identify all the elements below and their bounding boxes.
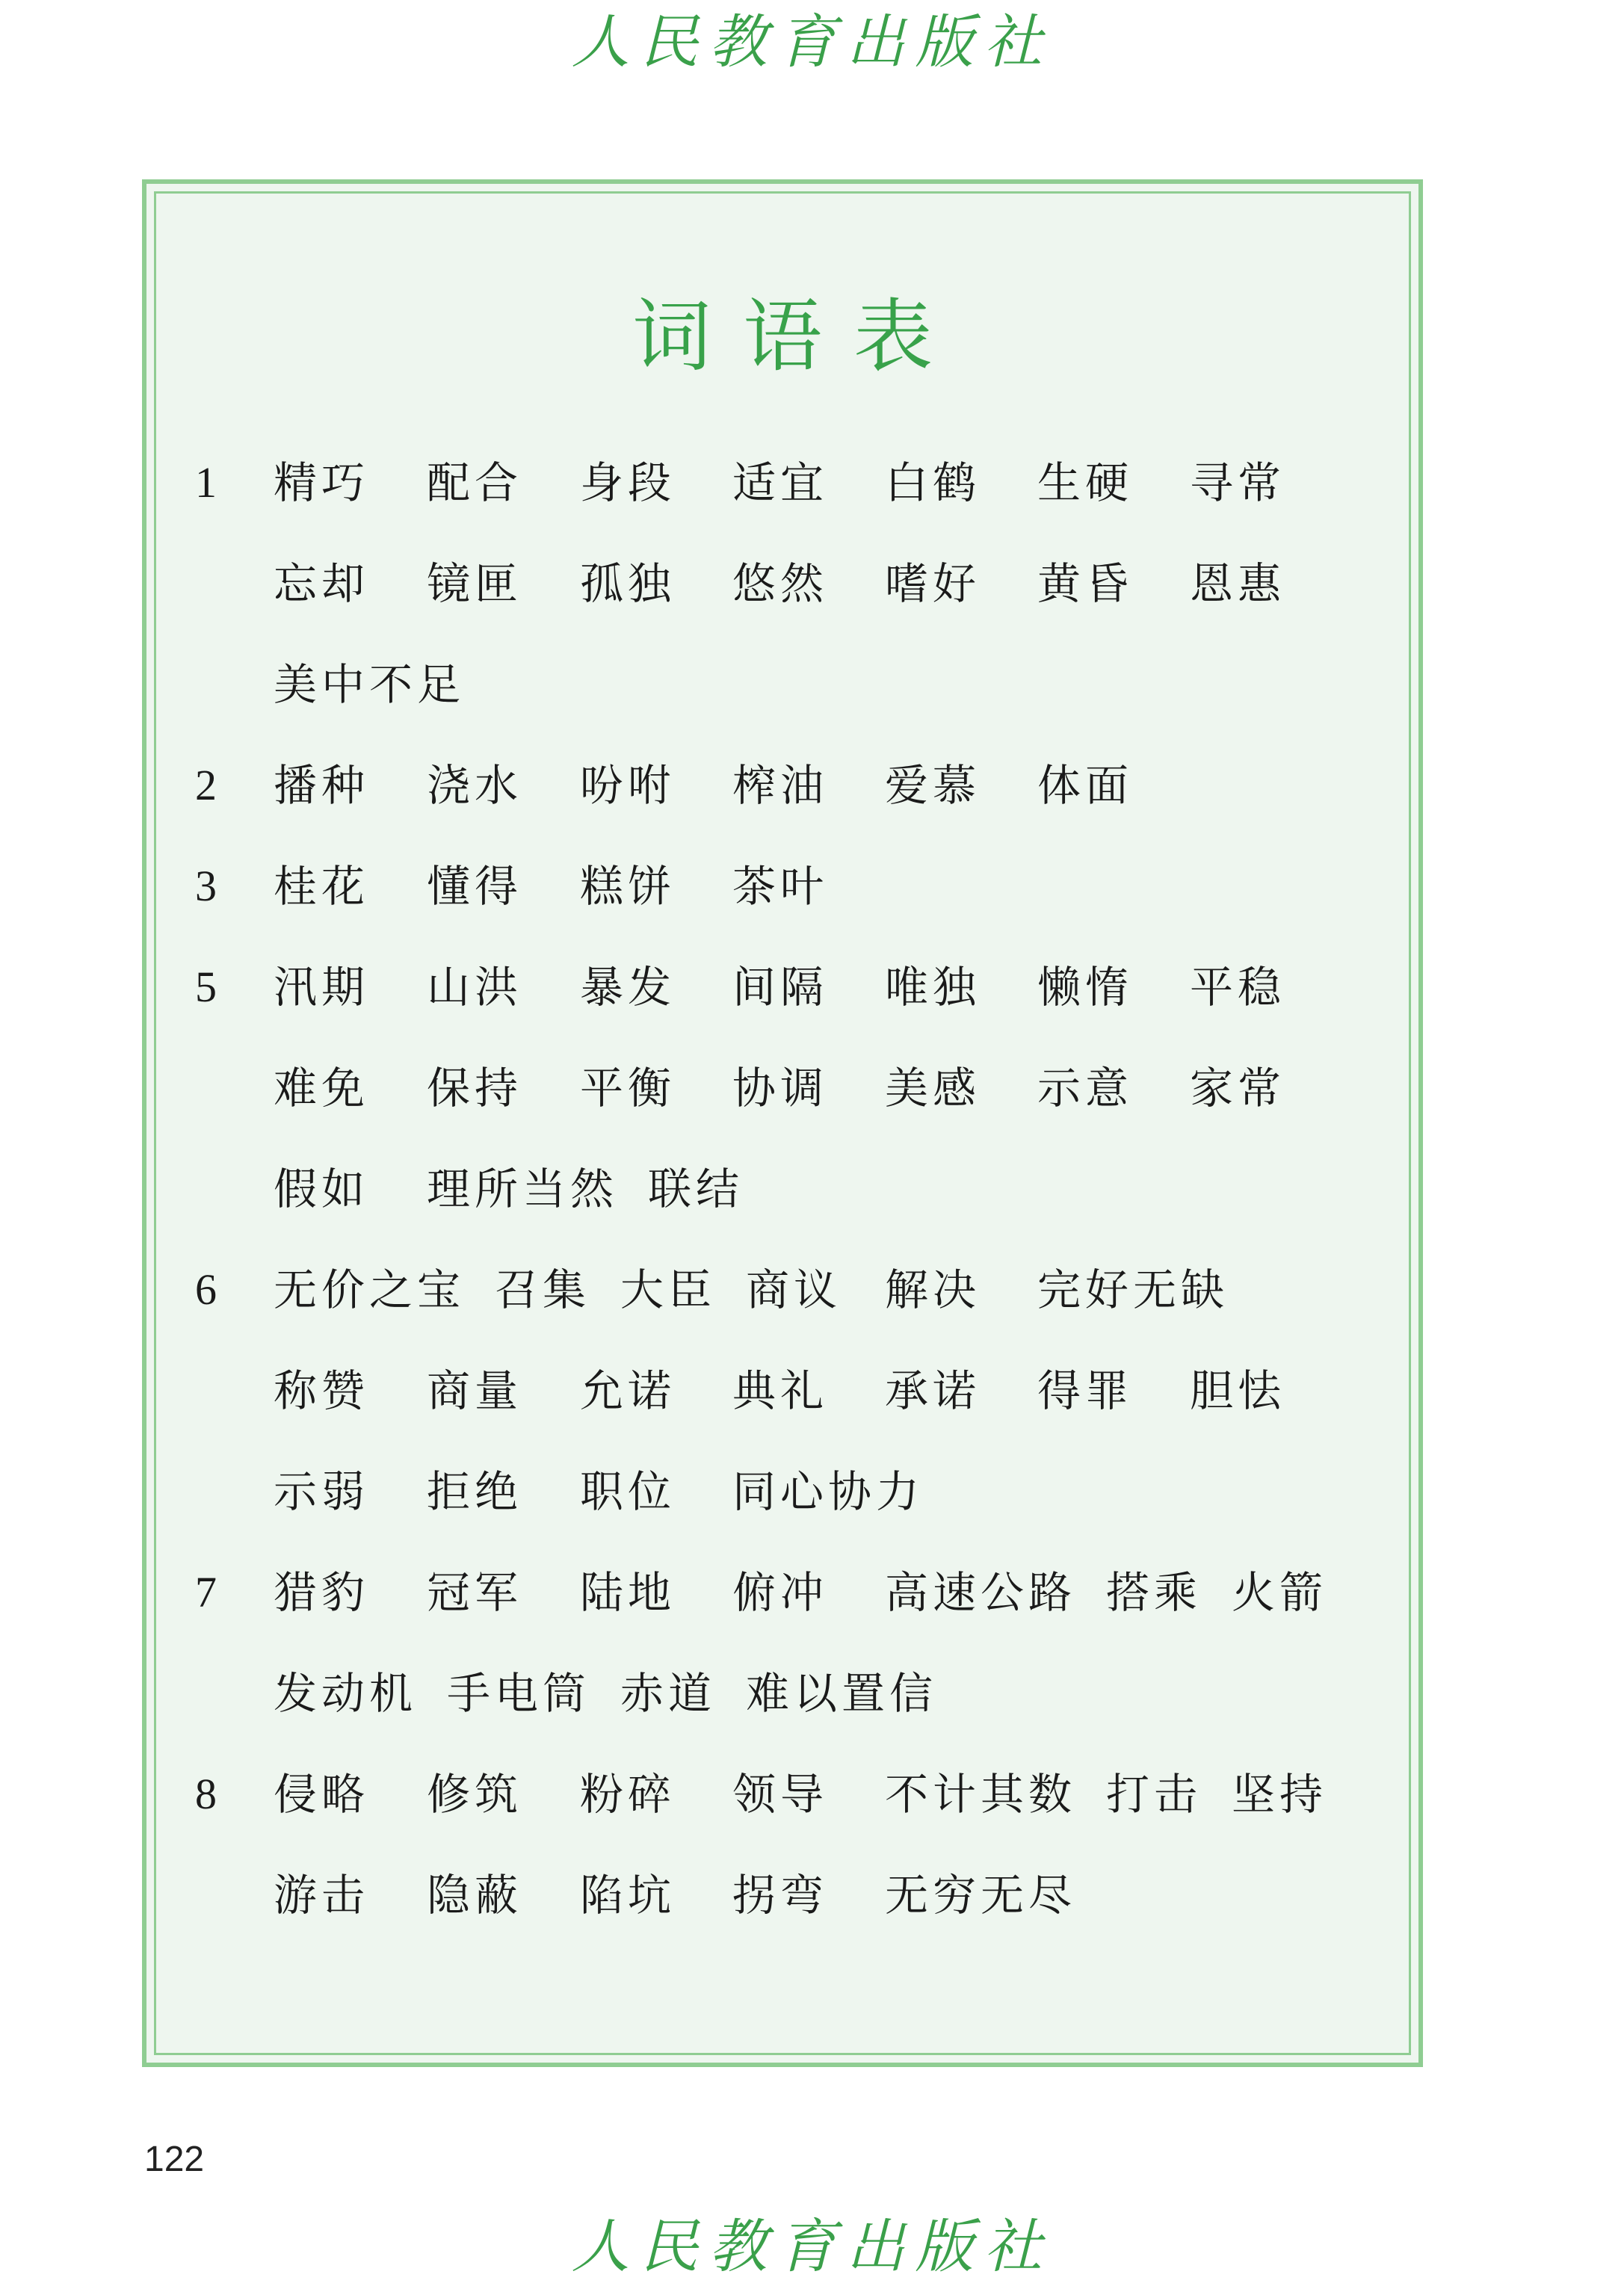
vocabulary-word: 理所当然 — [427, 1164, 619, 1214]
vocabulary-word: 寻常 — [1190, 457, 1286, 508]
vocabulary-word: 示意 — [1037, 1063, 1134, 1113]
vocabulary-row — [146, 554, 1410, 614]
vocabulary-word: 允诺 — [580, 1365, 676, 1416]
lesson-number: 7 — [195, 1568, 217, 1616]
vocabulary-word: 隐蔽 — [427, 1870, 523, 1921]
vocabulary-word: 修筑 — [427, 1769, 523, 1820]
publisher-logo-bottom: 人民教育出版社 — [571, 2214, 1053, 2281]
vocabulary-word: 美中不足 — [274, 659, 466, 710]
vocabulary-word: 美感 — [885, 1063, 981, 1113]
page-title: 词语表 — [632, 291, 964, 383]
vocabulary-word: 保持 — [427, 1063, 523, 1113]
vocabulary-table-frame — [142, 179, 1423, 2067]
vocabulary-row — [146, 1361, 1410, 1421]
vocabulary-word: 平稳 — [1190, 962, 1286, 1013]
lesson-number: 3 — [195, 862, 217, 910]
vocabulary-word: 不计其数 — [885, 1769, 1077, 1820]
vocabulary-word: 粉碎 — [580, 1769, 676, 1820]
vocabulary-word: 示弱 — [274, 1466, 370, 1517]
vocabulary-word: 生硬 — [1037, 457, 1134, 508]
vocabulary-word: 得罪 — [1037, 1365, 1134, 1416]
lesson-number: 1 — [195, 458, 217, 507]
vocabulary-word: 冠军 — [427, 1567, 523, 1618]
vocabulary-word: 俯冲 — [732, 1567, 829, 1618]
vocabulary-word: 同心协力 — [732, 1466, 924, 1517]
vocabulary-word: 悠然 — [732, 558, 829, 609]
vocabulary-word: 恩惠 — [1190, 558, 1286, 609]
vocabulary-word: 召集 — [495, 1264, 591, 1315]
vocabulary-word: 手电筒 — [447, 1668, 591, 1719]
page-number: 122 — [144, 2140, 205, 2179]
vocabulary-word: 商量 — [427, 1365, 523, 1416]
vocabulary-word: 联结 — [648, 1164, 744, 1214]
vocabulary-word: 吩咐 — [580, 760, 676, 811]
vocabulary-word: 陷坑 — [580, 1870, 676, 1921]
vocabulary-row — [146, 1664, 1410, 1723]
vocabulary-word: 白鹤 — [885, 457, 981, 508]
vocabulary-word: 完好无缺 — [1037, 1264, 1229, 1315]
vocabulary-word: 游击 — [274, 1870, 370, 1921]
vocabulary-word: 猎豹 — [274, 1567, 370, 1618]
vocabulary-row — [146, 1865, 1410, 1925]
vocabulary-row — [146, 1260, 1410, 1320]
vocabulary-word: 桂花 — [274, 861, 370, 912]
vocabulary-word: 拐弯 — [732, 1870, 829, 1921]
vocabulary-word: 茶叶 — [732, 861, 829, 912]
vocabulary-word: 镜匣 — [427, 558, 523, 609]
vocabulary-word: 平衡 — [580, 1063, 676, 1113]
vocabulary-word: 榨油 — [732, 760, 829, 811]
vocabulary-word: 搭乘 — [1106, 1567, 1202, 1618]
vocabulary-word: 陆地 — [580, 1567, 676, 1618]
vocabulary-row — [146, 957, 1410, 1017]
publisher-logo-top: 人民教育出版社 — [571, 9, 1053, 76]
vocabulary-word: 火箭 — [1232, 1567, 1328, 1618]
vocabulary-word: 假如 — [274, 1164, 370, 1214]
vocabulary-word: 配合 — [427, 457, 523, 508]
vocabulary-word: 忘却 — [274, 558, 370, 609]
vocabulary-word: 无穷无尽 — [885, 1870, 1077, 1921]
vocabulary-word: 商议 — [746, 1264, 842, 1315]
vocabulary-word: 职位 — [580, 1466, 676, 1517]
vocabulary-word: 孤独 — [580, 558, 676, 609]
vocabulary-word: 高速公路 — [885, 1567, 1077, 1618]
vocabulary-row — [146, 856, 1410, 916]
vocabulary-row — [146, 1563, 1410, 1622]
vocabulary-word: 暴发 — [580, 962, 676, 1013]
vocabulary-word: 懒惰 — [1037, 962, 1134, 1013]
vocabulary-word: 称赞 — [274, 1365, 370, 1416]
vocabulary-word: 大臣 — [620, 1264, 717, 1315]
vocabulary-word: 坚持 — [1232, 1769, 1328, 1820]
vocabulary-word: 唯独 — [885, 962, 981, 1013]
vocabulary-word: 打击 — [1106, 1769, 1202, 1820]
vocabulary-word: 汛期 — [274, 962, 370, 1013]
vocabulary-row — [146, 1159, 1410, 1219]
vocabulary-word: 精巧 — [274, 457, 370, 508]
vocabulary-word: 身段 — [580, 457, 676, 508]
vocabulary-word: 难以置信 — [746, 1668, 938, 1719]
vocabulary-row — [146, 1462, 1410, 1522]
vocabulary-word: 体面 — [1037, 760, 1134, 811]
vocabulary-row — [146, 756, 1410, 815]
lesson-number: 5 — [195, 963, 217, 1011]
vocabulary-word: 领导 — [732, 1769, 829, 1820]
vocabulary-word: 拒绝 — [427, 1466, 523, 1517]
vocabulary-row — [146, 655, 1410, 714]
vocabulary-word: 发动机 — [274, 1668, 418, 1719]
vocabulary-word: 懂得 — [427, 861, 523, 912]
vocabulary-word: 胆怯 — [1190, 1365, 1286, 1416]
vocabulary-word: 嗜好 — [885, 558, 981, 609]
vocabulary-word: 解决 — [885, 1264, 981, 1315]
vocabulary-row — [146, 453, 1410, 513]
vocabulary-word: 糕饼 — [580, 861, 676, 912]
vocabulary-word: 黄昏 — [1037, 558, 1134, 609]
vocabulary-word: 典礼 — [732, 1365, 829, 1416]
lesson-number: 8 — [195, 1770, 217, 1818]
vocabulary-word: 播种 — [274, 760, 370, 811]
vocabulary-word: 家常 — [1190, 1063, 1286, 1113]
vocabulary-word: 侵略 — [274, 1769, 370, 1820]
vocabulary-word: 适宜 — [732, 457, 829, 508]
vocabulary-word: 协调 — [732, 1063, 829, 1113]
vocabulary-word: 浇水 — [427, 760, 523, 811]
vocabulary-word: 爱慕 — [885, 760, 981, 811]
vocabulary-row — [146, 1058, 1410, 1118]
vocabulary-row — [146, 1764, 1410, 1824]
vocabulary-word: 无价之宝 — [274, 1264, 466, 1315]
vocabulary-word: 山洪 — [427, 962, 523, 1013]
lesson-number: 6 — [195, 1265, 217, 1314]
vocabulary-word: 难免 — [274, 1063, 370, 1113]
vocabulary-word: 赤道 — [620, 1668, 717, 1719]
vocabulary-word: 间隔 — [732, 962, 829, 1013]
lesson-number: 2 — [195, 761, 217, 809]
vocabulary-word: 承诺 — [885, 1365, 981, 1416]
